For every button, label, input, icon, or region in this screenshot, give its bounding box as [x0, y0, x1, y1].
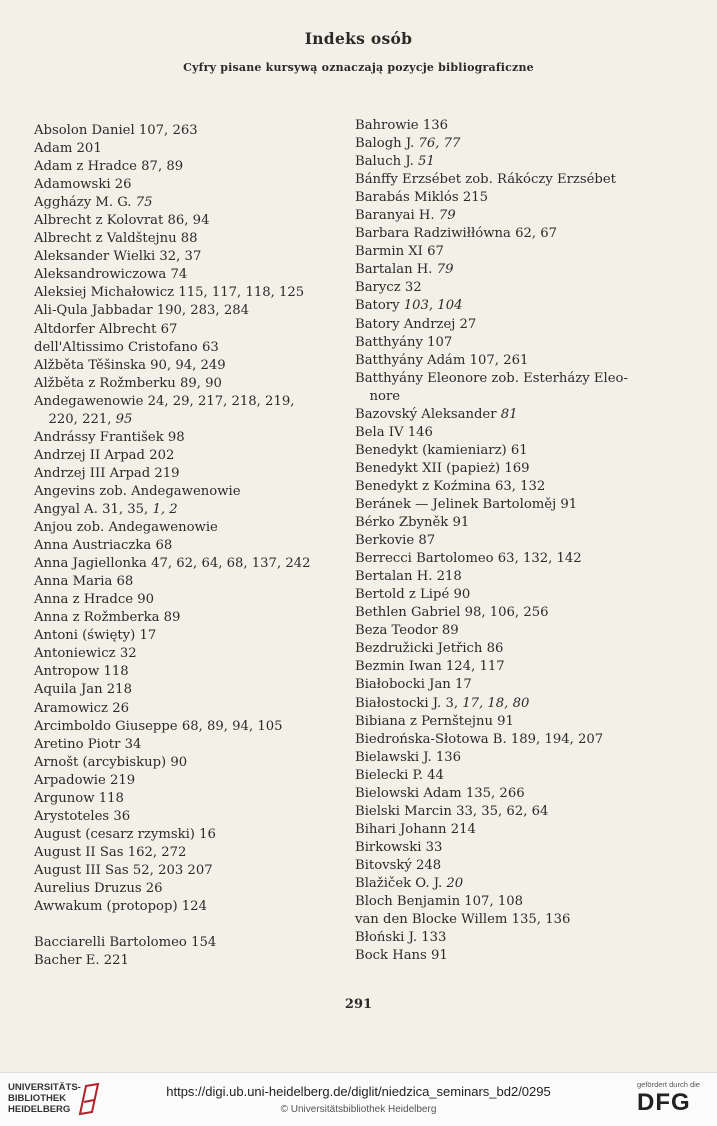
- index-entry: [34, 465, 344, 483]
- index-column-right: [355, 117, 655, 965]
- index-entry: [355, 442, 655, 460]
- index-entry-continuation: [355, 388, 655, 406]
- entry-pages: 62, 67: [515, 226, 558, 242]
- entry-name: Alžběta Těšinska: [34, 357, 146, 373]
- index-entry: [355, 352, 655, 370]
- entry-name: Batory: [355, 298, 400, 314]
- index-entry: [34, 230, 344, 248]
- index-entry: [355, 640, 655, 658]
- index-entry: [34, 627, 344, 645]
- entry-pages: 118: [103, 664, 129, 680]
- entry-pages: 86, 94: [167, 213, 210, 229]
- entry-name: Bela IV: [355, 424, 404, 440]
- index-entry: [34, 681, 344, 699]
- index-entry: [355, 676, 655, 694]
- index-entry: [34, 880, 344, 898]
- entry-pages: 17: [139, 628, 157, 644]
- entry-pages: 86: [486, 641, 504, 657]
- entry-pages: 87: [418, 533, 436, 549]
- entry-pages: 89: [163, 610, 181, 626]
- entry-pages: 248: [416, 857, 442, 873]
- index-entry: [34, 862, 344, 880]
- index-entry: [34, 266, 344, 284]
- entry-bibliographic-refs: 76, 77: [418, 136, 461, 152]
- entry-pages: 162, 272: [127, 844, 187, 860]
- entry-name: van den Blocke Willem: [355, 912, 508, 928]
- index-entry: [34, 176, 344, 194]
- entry-pages: 52, 203 207: [132, 862, 213, 878]
- index-column-left: [34, 122, 344, 970]
- entry-pages: 90, 94, 249: [150, 357, 226, 373]
- index-entry: [355, 334, 655, 352]
- entry-name: Argunow: [34, 790, 95, 806]
- index-entry: [34, 700, 344, 718]
- entry-bibliographic-refs: 95: [115, 411, 133, 427]
- entry-name: Baranyai H.: [355, 208, 435, 224]
- entry-bibliographic-refs: 51: [418, 154, 435, 170]
- entry-pages: 201: [76, 141, 102, 157]
- index-entry: [355, 839, 655, 857]
- entry-name: Bielowski Adam: [355, 785, 462, 801]
- entry-pages: 91: [497, 713, 514, 729]
- entry-pages: 135, 266: [465, 785, 525, 801]
- index-entry: [355, 117, 655, 135]
- entry-pages: 89: [441, 623, 459, 639]
- index-entry: [34, 718, 344, 736]
- index-entry: [355, 225, 655, 243]
- index-entry: [34, 826, 344, 844]
- entry-pages: 190, 283, 284: [156, 303, 249, 319]
- index-entry: [34, 844, 344, 862]
- index-entry: [355, 947, 655, 965]
- index-entry: [355, 893, 655, 911]
- entry-name: Angevins zob. Andegawenowie: [34, 483, 241, 499]
- entry-name: Berrecci Bartolomeo: [355, 551, 494, 567]
- index-entry: [355, 496, 655, 514]
- source-url-link[interactable]: https://digi.ub.uni-heidelberg.de/diglit/niedzica_seminars_bd2/0295: [166, 1084, 551, 1099]
- entry-pages: 34: [124, 736, 142, 752]
- entry-bibliographic-refs: 79: [436, 262, 454, 278]
- entry-pages: 98, 106, 256: [464, 605, 549, 621]
- entry-pages: 68, 89, 94, 105: [181, 718, 283, 734]
- entry-pages: 124: [181, 899, 207, 915]
- entry-pages: 136: [435, 749, 462, 765]
- entry-name: Arpadowie: [34, 772, 106, 788]
- index-entry: [355, 568, 655, 586]
- entry-name: Anjou zob. Andegawenowie: [34, 520, 218, 536]
- entry-pages: 136: [422, 118, 448, 133]
- entry-name: Adamowski: [34, 177, 111, 193]
- entry-pages: 47, 62, 64, 68, 137, 242: [151, 556, 311, 572]
- entry-pages: 31, 35,: [102, 501, 149, 517]
- index-entry: [34, 555, 344, 573]
- index-entry: [355, 604, 655, 622]
- entry-pages: 107: [427, 334, 453, 350]
- entry-pages: 33: [425, 839, 443, 855]
- entry-pages: 26: [114, 177, 132, 193]
- entry-pages: 220, 221,: [48, 411, 112, 427]
- index-entry: [34, 754, 344, 772]
- index-entry: [34, 898, 344, 916]
- entry-name: Andegawenowie: [34, 393, 144, 409]
- entry-name: Arnošt (arcybiskup): [34, 754, 167, 770]
- index-entry: [34, 429, 344, 447]
- index-entry: [355, 749, 655, 767]
- entry-name: Benedykt z Koźmina: [355, 478, 491, 494]
- index-entry: [34, 790, 344, 808]
- entry-pages: 3,: [445, 695, 459, 711]
- dfg-funding-note: gefördert durch die: [637, 1080, 700, 1089]
- entry-name: Bibiana z Pernštejnu: [355, 713, 493, 729]
- entry-pages: 218: [436, 569, 462, 585]
- entry-pages: 135, 136: [511, 912, 571, 928]
- entry-pages: 133: [421, 930, 447, 946]
- entry-name: Bielawski J.: [355, 749, 432, 765]
- index-entry: [34, 302, 344, 320]
- entry-name: Bánffy Erzsébet zob. Rákóczy Erzsébet: [355, 172, 616, 188]
- entry-name: Albrecht z Valdštejnu: [34, 231, 177, 247]
- entry-name: Anna Austriaczka: [34, 538, 152, 554]
- index-entry-continuation: [34, 411, 344, 429]
- index-entry: [355, 911, 655, 929]
- entry-name: Bloch Benjamin: [355, 894, 461, 910]
- index-entry: [34, 140, 344, 158]
- dfg-logo[interactable]: [637, 1080, 711, 1120]
- entry-pages: 91: [452, 515, 470, 531]
- entry-name: Arcimboldo Giuseppe: [34, 718, 178, 734]
- entry-name: Bahrowie: [355, 118, 419, 133]
- library-logo-text: UNIVERSITÄTS- BIBLIOTHEK HEIDELBERG: [8, 1082, 81, 1115]
- entry-name: Beránek — Jelinek Bartoloměj: [355, 496, 557, 512]
- viewer-footer: [0, 1072, 717, 1126]
- entry-name: Antoni (święty): [34, 628, 136, 644]
- entry-name: Alžběta z Rožmberku: [34, 375, 176, 391]
- entry-pages: 154: [191, 935, 217, 951]
- index-entry: [34, 736, 344, 754]
- entry-pages: 90: [170, 754, 188, 770]
- entry-name: Biedrońska-Słotowa B.: [355, 731, 507, 747]
- page-number: 291: [344, 997, 373, 1012]
- entry-pages: 107, 263: [138, 123, 198, 138]
- index-entry: [34, 573, 344, 591]
- entry-name: Barmin XI: [355, 244, 423, 260]
- index-entry: [355, 875, 655, 893]
- entry-pages: 32: [404, 280, 422, 296]
- entry-name: Beza Teodor: [355, 623, 438, 639]
- entry-name: Batthyány Eleonore zob. Esterházy Eleo-: [355, 370, 628, 386]
- entry-name: Benedykt (kamieniarz): [355, 442, 507, 458]
- index-entry: [355, 171, 655, 189]
- entry-pages: 68: [116, 574, 134, 590]
- entry-name: Bethlen Gabriel: [355, 605, 461, 621]
- index-entry: [34, 952, 344, 970]
- entry-name: Aramowicz: [34, 700, 108, 716]
- entry-pages: 63: [201, 339, 219, 355]
- index-entry: [355, 406, 655, 424]
- entry-pages: 67: [160, 321, 178, 337]
- entry-name: Blažiček O. J.: [355, 875, 443, 891]
- entry-pages: 169: [504, 460, 530, 476]
- entry-name: Bertold z Lipé: [355, 587, 450, 603]
- entry-name: Bitovský: [355, 857, 412, 873]
- entry-name: Aggházy M. G.: [34, 195, 132, 211]
- index-entry: [34, 645, 344, 663]
- entry-bibliographic-refs: 1, 2: [152, 501, 178, 517]
- index-entry: [355, 785, 655, 803]
- entry-name: Altdorfer Albrecht: [34, 321, 157, 337]
- entry-pages: 67: [427, 244, 444, 260]
- entry-name: nore: [369, 388, 401, 404]
- entry-name: Białostocki J.: [355, 695, 442, 711]
- entry-pages: 91: [431, 948, 448, 964]
- entry-name: Anna z Hradce: [34, 592, 134, 608]
- entry-pages: 89, 90: [180, 375, 222, 391]
- index-entry: [355, 370, 655, 388]
- entry-name: Aleksander Wielki: [34, 249, 156, 265]
- entry-name: Bielecki P.: [355, 767, 423, 783]
- entry-name: Bérko Zbyněk: [355, 515, 449, 531]
- index-entry: [34, 375, 344, 393]
- entry-pages: 91: [560, 496, 578, 512]
- entry-name: Andrzej III Arpad: [34, 465, 151, 481]
- index-entry: [34, 808, 344, 826]
- index-entry: [355, 803, 655, 821]
- index-entry: [355, 713, 655, 731]
- entry-name: August II Sas: [34, 844, 124, 860]
- index-entry: [34, 663, 344, 681]
- entry-name: Aretino Piotr: [34, 736, 121, 752]
- entry-pages: 124, 117: [445, 659, 505, 675]
- entry-pages: 17: [455, 677, 472, 693]
- index-entry: [34, 537, 344, 555]
- entry-name: Bertalan H.: [355, 569, 433, 585]
- entry-name: Adam: [34, 141, 73, 157]
- entry-pages: 221: [103, 953, 129, 969]
- index-entry: [355, 550, 655, 568]
- entry-name: August (cesarz rzymski): [34, 826, 195, 842]
- index-entry: [34, 339, 344, 357]
- index-entry: [34, 483, 344, 501]
- index-entry: [34, 447, 344, 465]
- entry-bibliographic-refs: 20: [446, 875, 464, 891]
- entry-name: Awwakum (protopop): [34, 899, 178, 915]
- entry-pages: 87, 89: [141, 159, 184, 175]
- entry-pages: 26: [145, 880, 163, 896]
- entry-name: Benedykt XII (papież): [355, 460, 501, 476]
- entry-name: Bihari Johann: [355, 821, 447, 837]
- entry-bibliographic-refs: 75: [135, 195, 153, 211]
- index-entry: [355, 153, 655, 171]
- entry-pages: 107, 261: [469, 352, 529, 368]
- index-entry: [355, 622, 655, 640]
- index-entry: [355, 478, 655, 496]
- entry-pages: 118: [98, 790, 124, 806]
- index-entry: [355, 243, 655, 261]
- entry-name: Adam z Hradce: [34, 159, 137, 175]
- index-entry: [34, 212, 344, 230]
- index-entry: [355, 586, 655, 604]
- entry-name: Bartalan H.: [355, 262, 433, 278]
- entry-name: Bezmin Iwan: [355, 659, 442, 675]
- entry-pages: 107, 108: [464, 894, 524, 910]
- index-entry: [34, 122, 344, 140]
- index-entry: [355, 135, 655, 153]
- index-entry: [34, 609, 344, 627]
- entry-pages: 61: [510, 442, 528, 458]
- entry-pages: 219: [154, 465, 180, 481]
- entry-bibliographic-refs: 103, 104: [403, 298, 463, 314]
- index-entry: [34, 321, 344, 339]
- entry-name: Aurelius Druzus: [34, 880, 142, 896]
- entry-pages: 63, 132: [494, 478, 546, 494]
- index-entry: [355, 658, 655, 676]
- entry-name: Bielski Marcin: [355, 803, 452, 819]
- entry-name: Batory Andrzej: [355, 316, 456, 332]
- index-entry: [34, 393, 344, 411]
- entry-name: Baluch J.: [355, 154, 414, 170]
- entry-pages: 88: [180, 231, 198, 247]
- index-entry: [355, 731, 655, 749]
- entry-name: Bazovský Aleksander: [355, 406, 497, 422]
- entry-pages: 215: [462, 190, 488, 206]
- entry-pages: 27: [459, 316, 477, 332]
- entry-name: Batthyány: [355, 334, 423, 350]
- index-entry: [34, 194, 344, 212]
- entry-name: Angyal A.: [34, 501, 98, 517]
- entry-name: dell'Altissimo Cristofano: [34, 339, 198, 355]
- index-entry: [34, 591, 344, 609]
- entry-name: Anna Maria: [34, 574, 113, 590]
- entry-name: August III Sas: [34, 862, 129, 878]
- entry-name: Błoński J.: [355, 930, 418, 946]
- entry-pages: 68: [155, 538, 173, 554]
- index-entry: [355, 857, 655, 875]
- index-entry: [34, 772, 344, 790]
- entry-pages: 26: [112, 700, 129, 716]
- entry-pages: 33, 35, 62, 64: [456, 803, 549, 819]
- entry-bibliographic-refs: 17, 18, 80: [462, 695, 530, 711]
- section-gap: [34, 916, 344, 934]
- entry-name: Antoniewicz: [34, 646, 116, 662]
- index-entry: [34, 248, 344, 266]
- copyright-notice: © Universitätsbibliothek Heidelberg: [280, 1104, 437, 1115]
- entry-name: Arystoteles: [34, 808, 110, 824]
- entry-bibliographic-refs: 79: [438, 208, 456, 224]
- entry-bibliographic-refs: 81: [500, 406, 518, 422]
- entry-pages: 146: [407, 424, 433, 440]
- entry-name: Barabás Miklós: [355, 190, 459, 206]
- entry-name: Aleksiej Michałowicz: [34, 285, 175, 301]
- page-title: Indeks osób: [304, 29, 413, 48]
- index-entry: [355, 279, 655, 297]
- entry-name: Berkovie: [355, 533, 415, 549]
- index-entry: [355, 460, 655, 478]
- index-entry: [34, 158, 344, 176]
- index-entry: [34, 284, 344, 302]
- entry-name: Antropow: [34, 664, 100, 680]
- entry-pages: 24, 29, 217, 218, 219,: [147, 393, 295, 409]
- index-entry: [355, 532, 655, 550]
- entry-pages: 90: [453, 587, 471, 603]
- index-entry: [34, 357, 344, 375]
- index-entry: [355, 297, 655, 315]
- entry-pages: 44: [427, 767, 444, 783]
- index-entry: [34, 519, 344, 537]
- entry-name: Balogh J.: [355, 136, 415, 152]
- entry-name: Albrecht z Kolovrat: [34, 213, 164, 229]
- entry-pages: 214: [450, 821, 476, 837]
- page-subtitle: Cyfry pisane kursywą oznaczają pozycje bibliograficzne: [183, 61, 534, 74]
- entry-pages: 63, 132, 142: [497, 551, 582, 567]
- entry-pages: 74: [170, 267, 188, 283]
- dfg-wordmark: DFG: [637, 1089, 691, 1116]
- index-entry: [355, 424, 655, 442]
- index-entry: [355, 261, 655, 279]
- entry-name: Ali-Qula Jabbadar: [34, 303, 153, 319]
- index-entry: [355, 695, 655, 713]
- entry-pages: 115, 117, 118, 125: [178, 285, 305, 301]
- entry-name: Bacciarelli Bartolomeo: [34, 935, 187, 951]
- index-entry: [34, 934, 344, 952]
- entry-pages: 36: [113, 808, 131, 824]
- index-entry: [355, 767, 655, 785]
- entry-pages: 16: [199, 826, 216, 842]
- entry-pages: 202: [149, 447, 175, 463]
- entry-name: Batthyány Adám: [355, 352, 466, 368]
- entry-pages: 90: [137, 592, 154, 608]
- index-entry: [355, 929, 655, 947]
- index-entry: [355, 189, 655, 207]
- entry-pages: 189, 194, 207: [510, 731, 604, 747]
- entry-name: Andrássy František: [34, 429, 164, 445]
- entry-name: Birkowski: [355, 839, 422, 855]
- entry-name: Bezdružicki Jetřich: [355, 641, 483, 657]
- entry-name: Bacher E.: [34, 953, 100, 969]
- index-entry: [355, 207, 655, 225]
- entry-name: Aquila Jan: [34, 682, 103, 698]
- entry-name: Aleksandrowiczowa: [34, 267, 167, 283]
- entry-name: Białobocki Jan: [355, 677, 451, 693]
- entry-name: Barycz: [355, 280, 401, 296]
- entry-name: Absolon Daniel: [34, 123, 135, 138]
- entry-pages: 98: [167, 429, 185, 445]
- entry-name: Andrzej II Arpad: [34, 447, 145, 463]
- entry-name: Anna z Rožmberka: [34, 610, 160, 626]
- entry-name: Barbara Radziwiłłówna: [355, 226, 511, 242]
- index-entry: [34, 501, 344, 519]
- index-entry: [355, 514, 655, 532]
- entry-pages: 32, 37: [159, 249, 202, 265]
- index-entry: [355, 316, 655, 334]
- index-entry: [355, 821, 655, 839]
- entry-pages: 32: [119, 646, 137, 662]
- entry-name: Bock Hans: [355, 948, 427, 964]
- entry-pages: 219: [110, 772, 136, 788]
- entry-pages: 218: [106, 682, 132, 698]
- entry-name: Anna Jagiellonka: [34, 556, 147, 572]
